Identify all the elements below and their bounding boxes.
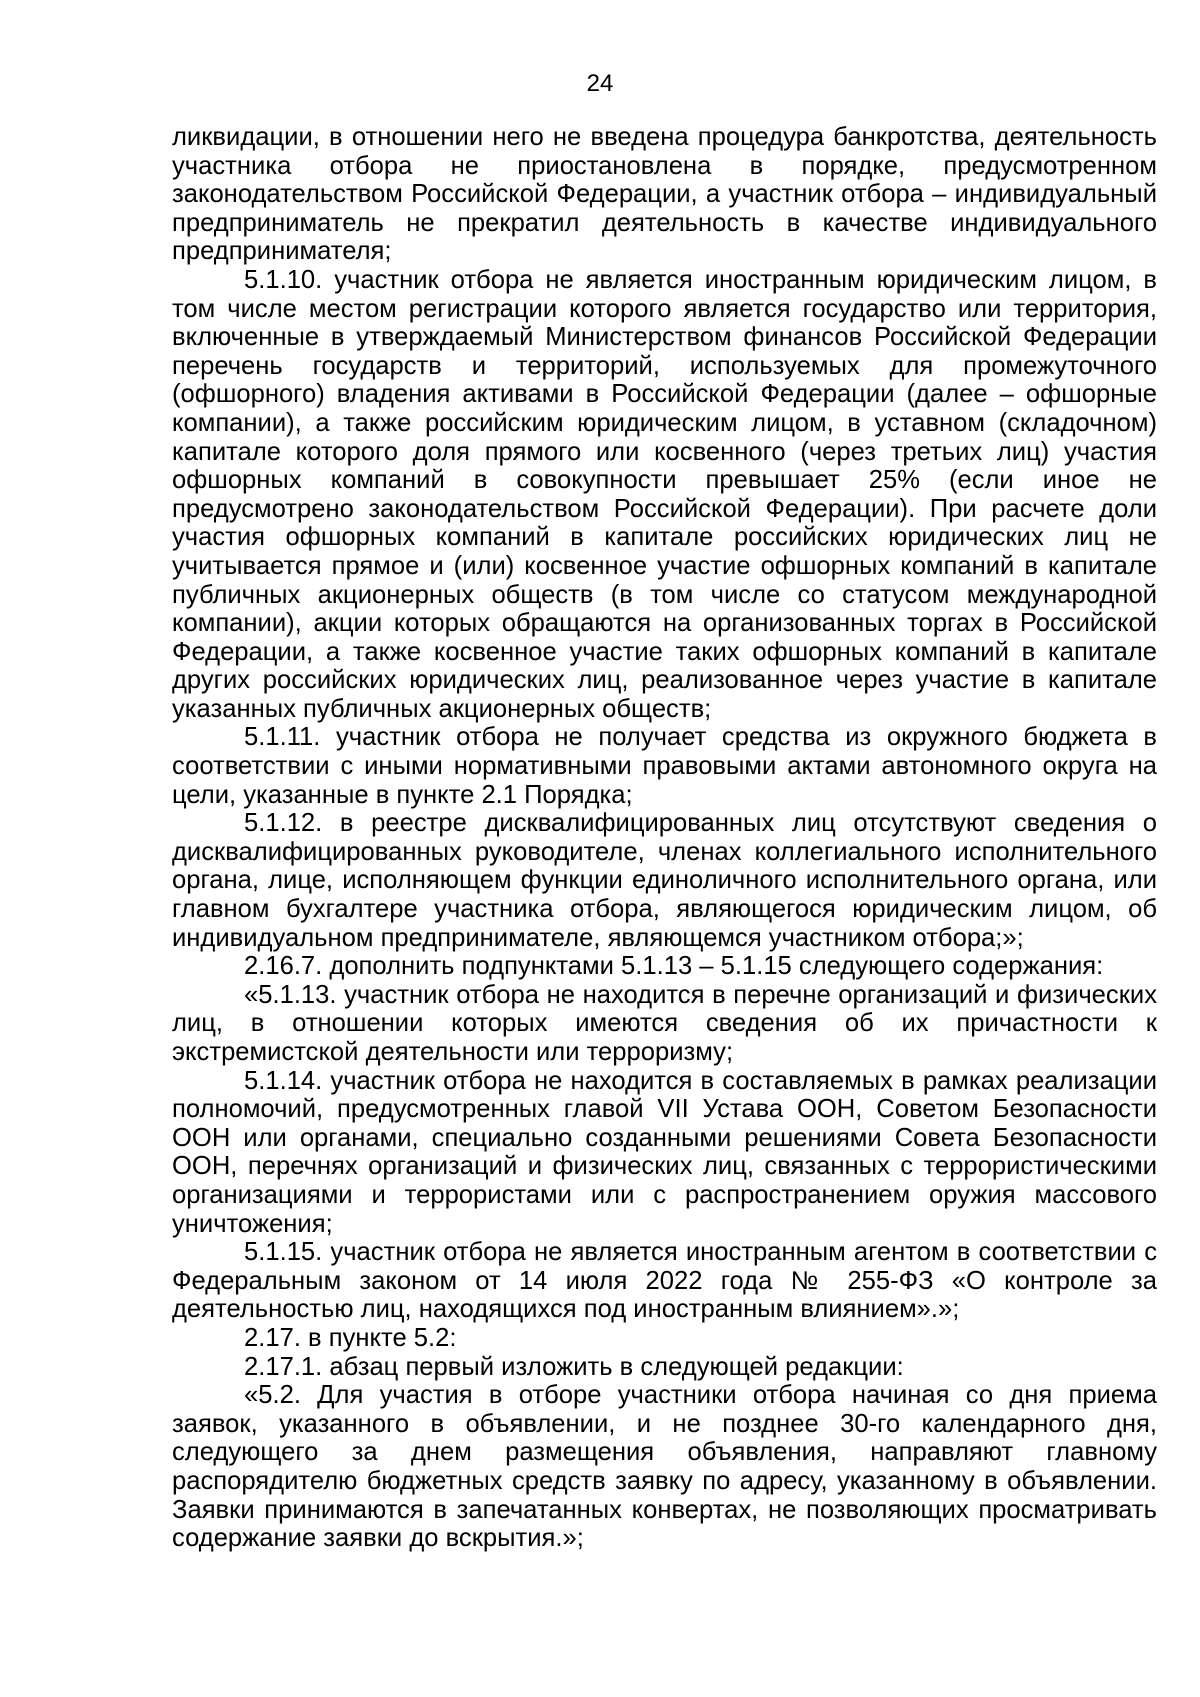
paragraph-continuation: ликвидации, в отношении него не введена процедура банкротства, деятельность участника отбора не приостановлена в порядке, предусмотренном законодательством Российской Федерации, а участник отбора – индивидуальный предприниматель не прекратил деятельность в качестве индивидуального предпринимателя; <box>172 123 1157 266</box>
document-body <box>172 123 1157 1553</box>
paragraph-5-1-10: 5.1.10. участник отбора не является иностранным юридическим лицом, в том числе местом регистрации которого является государство или территория, включенные в утверждаемый Министерством финансов Российской Федерации перечень государств и территорий, используемых для промежуточного (офшорного) владения активами в Российской Федерации (далее – офшорные компании), а также российским юридическим лицом, в уставном (складочном) капитале которого доля прямого или косвенного (через третьих лиц) участия офшорных компаний в совокупности превышает 25% (если иное не предусмотрено законодательством Российской Федерации). При расчете доли участия офшорных компаний в капитале российских юридических лиц не учитывается прямое и (или) косвенное участие офшорных компаний в капитале публичных акционерных обществ (в том числе со статусом международной компании), акции которых обращаются на организованных торгах в Российской Федерации, а также косвенное участие таких офшорных компаний в капитале других российских юридических лиц, реализованное через участие в капитале указанных публичных акционерных обществ; <box>172 265 1157 723</box>
paragraph-5-2: «5.2. Для участия в отборе участники отбора начиная со дня приема заявок, указанного в объявлении, и не позднее 30-го календарного дня, следующего за днем размещения объявления, направляют главному распорядителю бюджетных средств заявку по адресу, указанному в объявлении. Заявки принимаются в запечатанных конвертах, не позволяющих просматривать содержание заявки до вскрытия.»; <box>172 1381 1157 1553</box>
paragraph-2-17-1: 2.17.1. абзац первый изложить в следующей редакции: <box>244 1352 904 1381</box>
paragraph-2-17: 2.17. в пункте 5.2: <box>244 1323 457 1352</box>
paragraph-2-16-7: 2.16.7. дополнить подпунктами 5.1.13 – 5.1.15 следующего содержания: <box>244 952 1104 981</box>
page-number: 24 <box>586 70 614 97</box>
paragraph-5-1-15: 5.1.15. участник отбора не является иностранным агентом в соответствии с Федеральным законом от 14 июля 2022 года № 255-ФЗ «О контроле за деятельностью лиц, находящихся под иностранным влиянием».»; <box>172 1238 1157 1324</box>
paragraph-5-1-13: «5.1.13. участник отбора не находится в перечне организаций и физических лиц, в отношении которых имеются сведения об их причастности к экстремистской деятельности или терроризму; <box>172 980 1157 1066</box>
paragraph-5-1-11: 5.1.11. участник отбора не получает средства из окружного бюджета в соответствии с иными нормативными правовыми актами автономного округа на цели, указанные в пункте 2.1 Порядка; <box>172 723 1157 809</box>
paragraph-5-1-14: 5.1.14. участник отбора не находится в составляемых в рамках реализации полномочий, предусмотренных главой VII Устава ООН, Советом Безопасности ООН или органами, специально созданными решениями Совета Безопасности ООН, перечнях организаций и физических лиц, связанных с террористическими организациями и террористами или с распространением оружия массового уничтожения; <box>172 1066 1157 1238</box>
paragraph-5-1-12: 5.1.12. в реестре дисквалифицированных лиц отсутствуют сведения о дисквалифицированных руководителе, членах коллегиального исполнительного органа, лице, исполняющем функции единоличного исполнительного органа, или главном бухгалтере участника отбора, являющегося юридическим лицом, об индивидуальном предпринимателе, являющемся участником отбора;»; <box>172 809 1157 952</box>
